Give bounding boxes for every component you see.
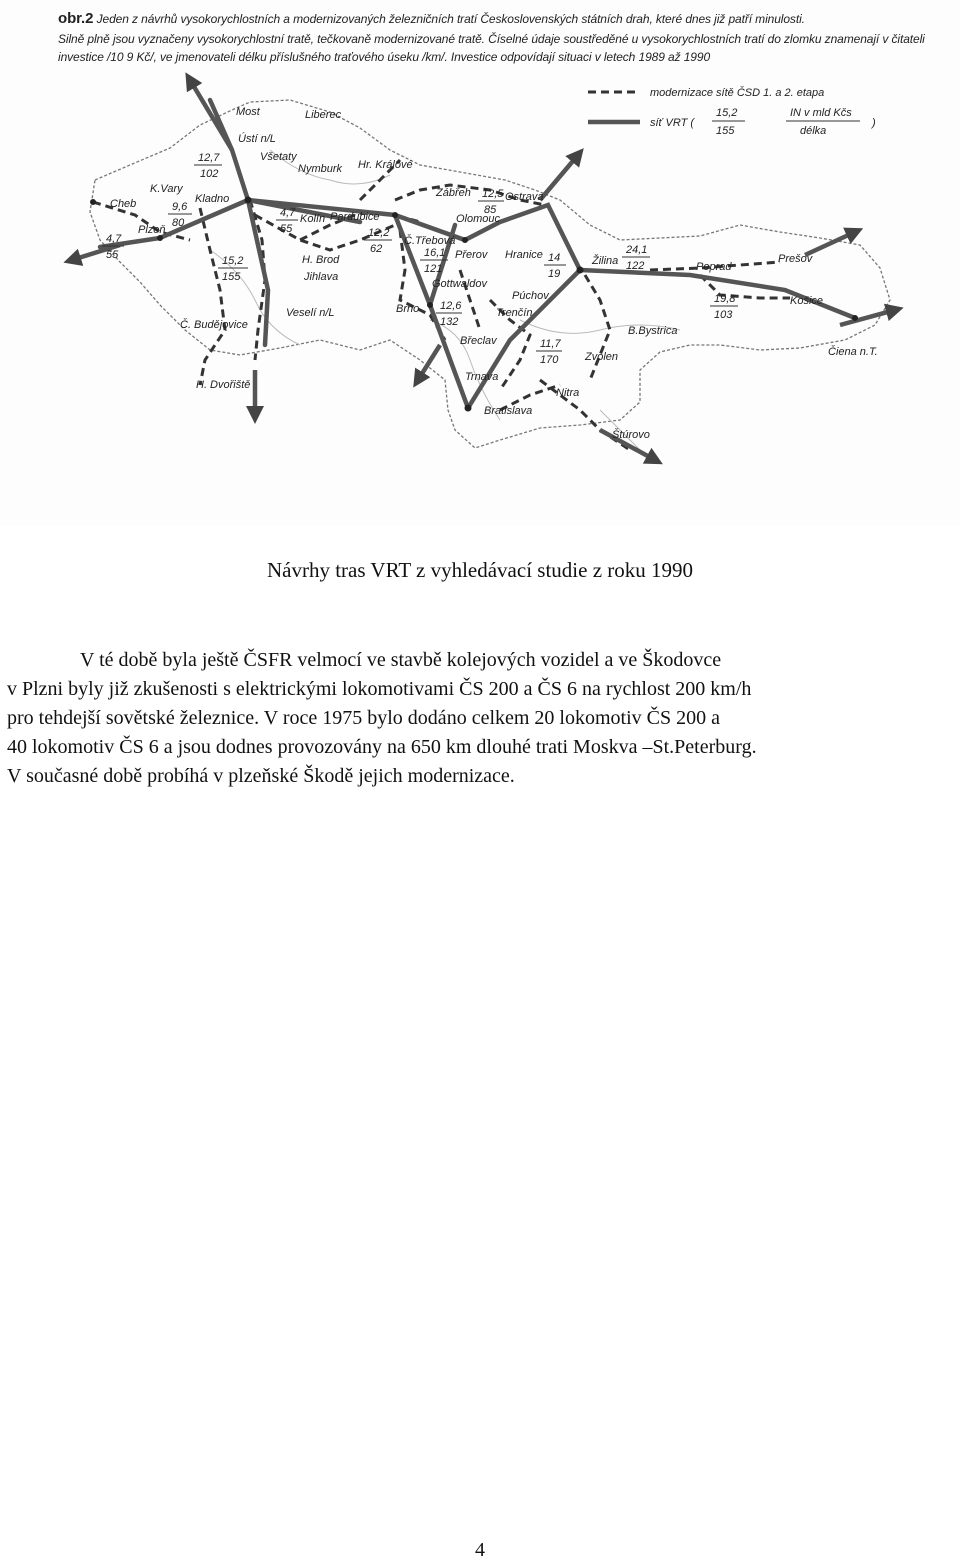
figure-1-top: 12,7 [198, 152, 220, 164]
figure-11-top: 19,8 [714, 293, 736, 305]
figure-9-top: 14 [548, 252, 561, 264]
city-poprad: Poprad [696, 261, 732, 273]
city-kladno: Kladno [195, 193, 230, 205]
city-pardubice: Pardubice [330, 211, 380, 223]
figure-header-line-2: Silně plně jsou vyznačeny vysokorychlostní tratě, tečkovaně modernizované tratě. Číselné údaje soustředěné u vysokorychlostních tratí do zlomku znamenají v čitateli [58, 32, 925, 46]
city-zilina: Žilina [592, 255, 619, 267]
direction-arrows [72, 80, 895, 460]
figure-number: obr.2 [58, 10, 94, 27]
figure-3-bottom: 55 [106, 249, 119, 261]
figure-13-top: 11,7 [540, 338, 561, 350]
city-vsetaty: Všetaty [260, 151, 297, 163]
city-gottwaldov: Gottwaldov [432, 278, 488, 290]
map-legend [588, 86, 876, 137]
rail-map [0, 0, 960, 525]
city-brno: Brno [396, 303, 420, 315]
legend-close: ) [872, 117, 876, 129]
paragraph-line-3: pro tehdejší sovětské železnice. V roce 1975 bylo dodáno celkem 20 lokomotiv ČS 200 a [7, 707, 720, 729]
city-kosice: Košice [790, 295, 824, 307]
legend-frac-top: 15,2 [716, 107, 738, 119]
city-breclav: Břeclav [460, 335, 497, 347]
figure-13-bottom: 170 [540, 354, 559, 366]
city-usti: Ústí n/L [238, 133, 276, 145]
city-hranice: Hranice [505, 249, 543, 261]
city-liberec: Liberec [305, 109, 342, 121]
legend-dashed-label: modernizace sítě ČSD 1. a 2. etapa [650, 87, 825, 99]
figure-8-bottom: 85 [484, 204, 497, 216]
map-figure [0, 0, 960, 525]
legend-unit-top: IN v mld Kčs [790, 107, 852, 119]
page-number: 4 [475, 1539, 485, 1561]
paragraph-line-2: v Plzni byly již zkušenosti s elektrickými lokomotivami ČS 200 a ČS 6 na rychlost 200 km/h [7, 678, 752, 700]
city-nitra: Nitra [556, 387, 580, 399]
city-ostrava: Ostrava [505, 191, 544, 203]
figure-10-top: 24,1 [626, 244, 648, 256]
city-hdvoriste: H. Dvořiště [196, 379, 251, 391]
city-plzen: Plzeň [138, 224, 166, 236]
figure-7-bottom: 121 [424, 263, 443, 275]
city-trencin: Trenčín [496, 307, 533, 319]
figure-5-bottom: 155 [222, 271, 241, 283]
figure-1-bottom: 102 [200, 168, 219, 180]
city-zvolen: Zvolen [585, 351, 619, 363]
figure-2-top: 9,6 [172, 201, 188, 213]
figure-8-top: 12,5 [482, 188, 504, 200]
city-prerov: Přerov [455, 249, 488, 261]
figure-header-line-3: investice /10 9 Kč/, ve jmenovateli délku příslušného traťového úseku /km/. Investice odpovídají situaci v letech 1989 až 1990 [58, 50, 711, 64]
figure-6-bottom: 62 [370, 243, 383, 255]
figure-5-top: 15,2 [222, 255, 244, 267]
body-paragraph [7, 646, 957, 791]
figure-7-top: 16,1 [424, 247, 446, 259]
city-most: Most [236, 106, 260, 118]
figure-10-bottom: 122 [626, 260, 645, 272]
city-sturovo: Štúrovo [612, 429, 650, 441]
city-trnava: Trnava [465, 371, 499, 383]
figure-caption: Návrhy tras VRT z vyhledávací studie z roku 1990 [266, 558, 694, 582]
legend-unit-bottom: délka [800, 125, 827, 137]
city-olomouc: Olomouc [456, 213, 501, 225]
city-ciera: Čiena n.T. [828, 346, 878, 358]
city-presov: Prešov [778, 253, 813, 265]
legend-solid-label: síť VRT ( [650, 117, 695, 129]
figure-12-bottom: 132 [440, 316, 459, 328]
city-cheb: Cheb [110, 198, 137, 210]
city-veseli: Veselí n/L [286, 307, 335, 319]
city-bratislava: Bratislava [484, 405, 533, 417]
city-kolin: Kolín [300, 213, 326, 225]
figure-4-top: 4,7 [280, 207, 296, 219]
city-hr-kralove: Hr. Králové [358, 159, 413, 171]
figure-12-top: 12,6 [440, 300, 462, 312]
paragraph-line-5: V současné době probíhá v plzeňské Škodě jejich modernizace. [7, 765, 515, 787]
city-jihlava: Jihlava [304, 271, 339, 283]
city-cbudejovice: Č. Budějovice [180, 319, 248, 331]
figure-11-bottom: 103 [714, 309, 733, 321]
paragraph-line-1: V té době byla ještě ČSFR velmocí ve stavbě kolejových vozidel a ve Škodovce [80, 649, 722, 671]
city-zabreh: Zábřeh [436, 187, 471, 199]
city-bbystrica: B.Bystrica [628, 325, 678, 337]
figure-6-top: 12,2 [368, 227, 390, 239]
paragraph-line-4: 40 lokomotiv ČS 6 a jsou dodnes provozovány na 650 km dlouhé trati Moskva –St.Peterburg. [7, 736, 757, 758]
city-puchov: Púchov [512, 290, 549, 302]
figure-2-bottom: 80 [172, 217, 185, 229]
city-ctrebova: Č.Třebová [404, 235, 456, 247]
figure-3-top: 4,7 [106, 233, 122, 245]
figure-header-line-1: obr.2 Jeden z návrhů vysokorychlostních a modernizovaných železničních tratí Československých státních drah, které dnes již patří minulosti. [58, 10, 805, 27]
legend-frac-bottom: 155 [716, 125, 735, 137]
city-hbrod: H. Brod [302, 254, 340, 266]
figure-9-bottom: 19 [548, 268, 561, 280]
city-nymburk: Nymburk [298, 163, 343, 175]
city-kvary: K.Vary [150, 183, 183, 195]
figure-4-bottom: 55 [280, 223, 293, 235]
